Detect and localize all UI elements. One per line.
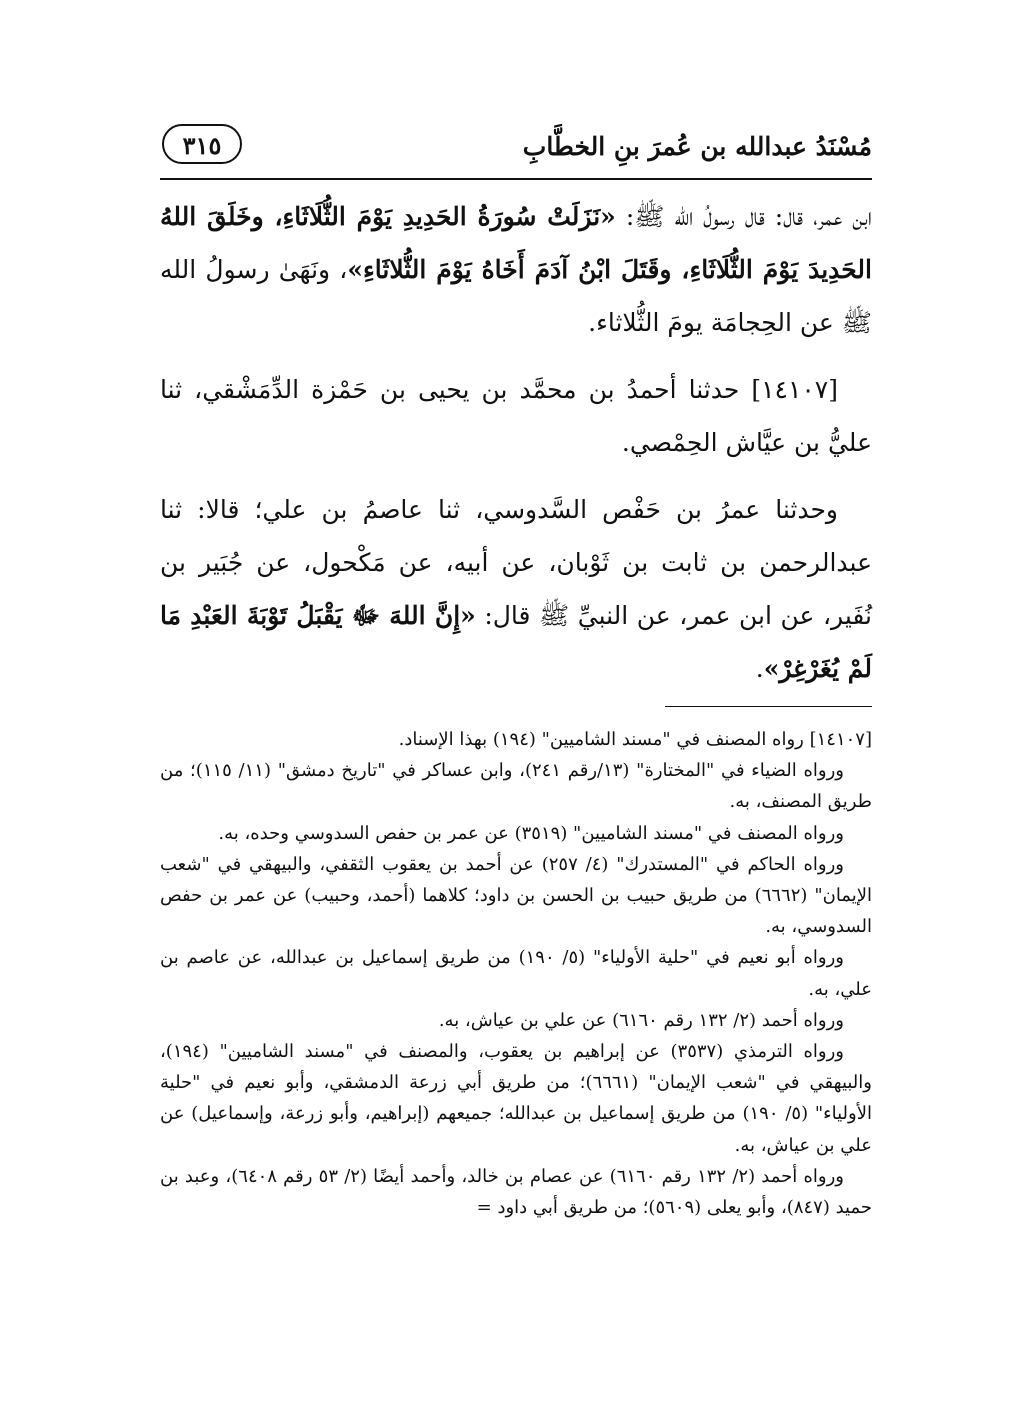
paragraph-3-end: . [755, 654, 764, 683]
paragraph-1 [160, 190, 872, 349]
hadith-text-2: «إِنَّ اللهَ ﷻ يَقْبَلُ تَوْبَةَ العَبْدِ مَا لَمْ يُغَرْغِرْ» [160, 601, 872, 683]
hadith-text-1: «نَزَلَتْ سُورَةُ الحَدِيدِ يَوْمَ الثُّلَاثَاءِ، وخَلَقَ اللهُ الحَدِيدَ يَوْمَ الثُّلَاثَاءِ، وقَتَلَ ابْنُ آدَمَ أَخَاهُ يَوْمَ الثُّلاثَاءِ» [160, 202, 872, 284]
footnote-line: ورواه أحمد (٢/ ١٣٢ رقم ٦١٦٠) عن عصام بن خالد، وأحمد أيضًا (٢/ ٥٣ رقم ٦٤٠٨)، وعبد بن حميد (٨٤٧)، وأبو يعلى (٥٦٠٩)؛ من طريق أبي داود = [160, 1165, 872, 1219]
paragraph-1-end: ، ونَهَىٰ رسولُ الله ﷺ عن الحِجامَة يومَ الثُّلاثاء. [160, 255, 872, 337]
footnote-line: ورواه أحمد (٢/ ١٣٢ رقم ٦١٦٠) عن علي بن عياش، به. [438, 1009, 844, 1031]
footnote-line: ورواه أبو نعيم في "حلية الأولياء" (٥/ ١٩٠) من طريق إسماعيل بن عبدالله، عن عاصم بن علي، به. [160, 947, 872, 1000]
paragraph-1-intro: ابن عمر، قال: قال رسولُ الله ﷺ: [615, 202, 872, 231]
footnotes [160, 724, 872, 1223]
page-header [160, 118, 872, 180]
footnote-line: ورواه الحاكم في "المستدرك" (٤/ ٢٥٧) عن أحمد بن يعقوب الثقفي، والبيهقي في "شعب الإيمان" (٦٦٦٢) من طريق حبيب بن الحسن بن داود؛ كلاهما (أحمد، وحبيب) عن عمر بن حفص السدوسي، به. [160, 853, 872, 938]
paragraph-3-intro: وحدثنا عمرُ بن حَفْص السَّدوسي، ثنا عاصمُ بن علي؛ قالا: ثنا عبدالرحمن بن ثابت بن ثَوْبان، عن أبيه، عن مَكْحول، عن جُبَير بن نُفَير، عن ابن عمر، عن النبيِّ ﷺ قال: [160, 495, 872, 630]
paragraph-3 [160, 483, 872, 695]
footnote-line: ورواه الترمذي (٣٥٣٧) عن إبراهيم بن يعقوب، والمصنف في "مسند الشاميين" (١٩٤)، والبيهقي في "شعب الإيمان" (٦٦٦١)؛ من طريق أبي زرعة الدمشقي، وأبو نعيم في "حلية الأولياء" (٥/ ١٩٠) من طريق إسماعيل بن عبدالله؛ جميعهم (إبراهيم، وأبو زرعة، وإسماعيل) عن علي بن عياش، به. [160, 1041, 872, 1156]
footnote-line: [١٤١٠٧] رواه المصنف في "مسند الشاميين" (١٩٤) بهذا الإسناد. [398, 729, 872, 750]
header-rule [160, 178, 872, 180]
page-number-badge: ٣١٥ [162, 124, 242, 164]
footnote-line: ورواه الضياء في "المختارة" (١٣/رقم ٢٤١)، وابن عساكر في "تاريخ دمشق" (١١/ ١١٥)؛ من طريق المصنف، به. [160, 760, 872, 813]
footnote-line: ورواه المصنف في "مسند الشاميين" (٣٥١٩) عن عمر بن حفص السدوسي وحده، به. [218, 822, 844, 844]
main-text [160, 190, 872, 709]
footnote-separator [665, 706, 872, 707]
running-title: مُسْنَدُ عبدالله بن عُمرَ بنِ الخطَّابِ [522, 132, 872, 161]
paragraph-2-isnad: [١٤١٠٧] حدثنا أحمدُ بن محمَّد بن يحيى بن حَمْزة الدِّمَشْقي، ثنا عليُّ بن عيَّاش الحِمْصي. [160, 375, 872, 457]
